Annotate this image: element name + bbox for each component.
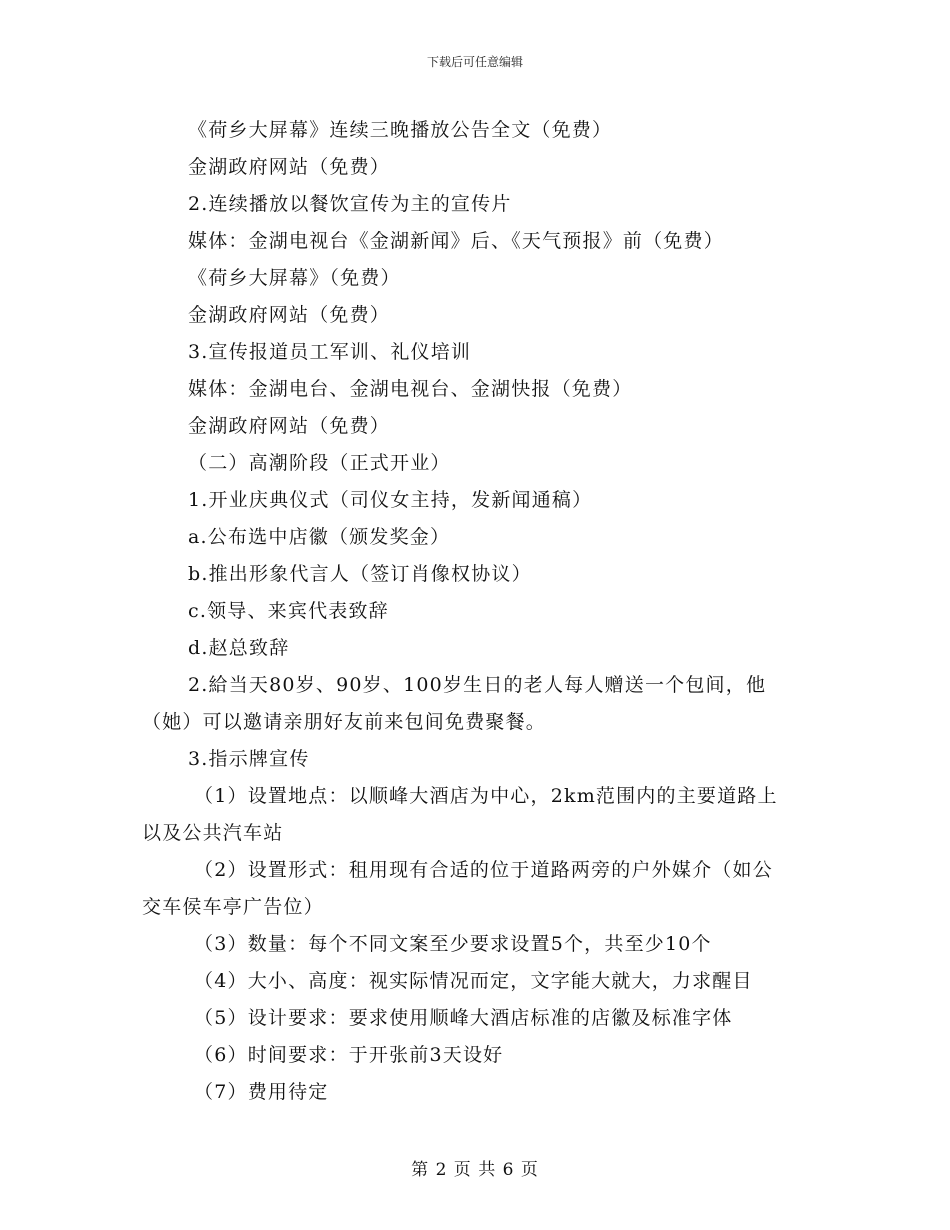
text-line: 金湖政府网站（免费） <box>188 156 391 178</box>
text-line: （7）费用待定 <box>194 1081 329 1103</box>
text-line: （5）设计要求：要求使用顺峰大酒店标准的店徽及标准字体 <box>194 1007 733 1029</box>
text-line: 《荷乡大屏幕》连续三晚播放公告全文（免费） <box>188 119 613 141</box>
text-line: 3.指示牌宣传 <box>188 748 310 770</box>
document-body <box>142 112 822 1111</box>
text-line: 媒体：金湖电视台《金湖新闻》后、《天气预报》前（免费） <box>188 230 724 252</box>
text-line: a.公布选中店徽（颁发奖金） <box>188 526 451 548</box>
text-line: 金湖政府网站（免费） <box>188 415 391 437</box>
text-line: （1）设置地点：以顺峰大酒店为中心，2km范围内的主要道路上 <box>194 785 778 807</box>
text-line: （2）设置形式：租用现有合适的位于道路两旁的户外媒介（如公 <box>194 859 773 881</box>
section-heading: （二）高潮阶段（正式开业） <box>188 452 451 474</box>
text-line: 2.給当天80岁、90岁、100岁生日的老人每人赠送一个包间，他 <box>188 674 767 696</box>
text-line: （3）数量：每个不同文案至少要求设置5个，共至少10个 <box>194 933 712 955</box>
text-line: 2.连续播放以餐饮宣传为主的宣传片 <box>188 193 512 215</box>
text-line: 金湖政府网站（免费） <box>188 304 391 326</box>
text-line: （她）可以邀请亲朋好友前来包间免费聚餐。 <box>142 711 547 733</box>
text-line: d.赵总致辞 <box>188 637 290 659</box>
text-line: b.推出形象代言人（签订肖像权协议） <box>188 563 532 585</box>
page-number-footer: 第 2 页 共 6 页 <box>411 1160 539 1180</box>
text-line: 以及公共汽车站 <box>142 822 284 844</box>
text-line: 《荷乡大屏幕》（免费） <box>188 267 401 289</box>
text-line: c.领导、来宾代表致辞 <box>188 600 389 622</box>
text-line: 1.开业庆典仪式（司仪女主持，发新闻通稿） <box>188 489 593 511</box>
text-line: 交车侯车亭广告位） <box>142 896 324 918</box>
text-line: （4）大小、高度：视实际情况而定，文字能大就大，力求醒目 <box>194 970 753 992</box>
page-header: 下载后可任意编辑 <box>426 55 523 69</box>
text-line: 3.宣传报道员工军训、礼仪培训 <box>188 341 472 363</box>
text-line: （6）时间要求：于开张前3天设好 <box>194 1044 504 1066</box>
text-line: 媒体：金湖电台、金湖电视台、金湖快报（免费） <box>188 378 633 400</box>
